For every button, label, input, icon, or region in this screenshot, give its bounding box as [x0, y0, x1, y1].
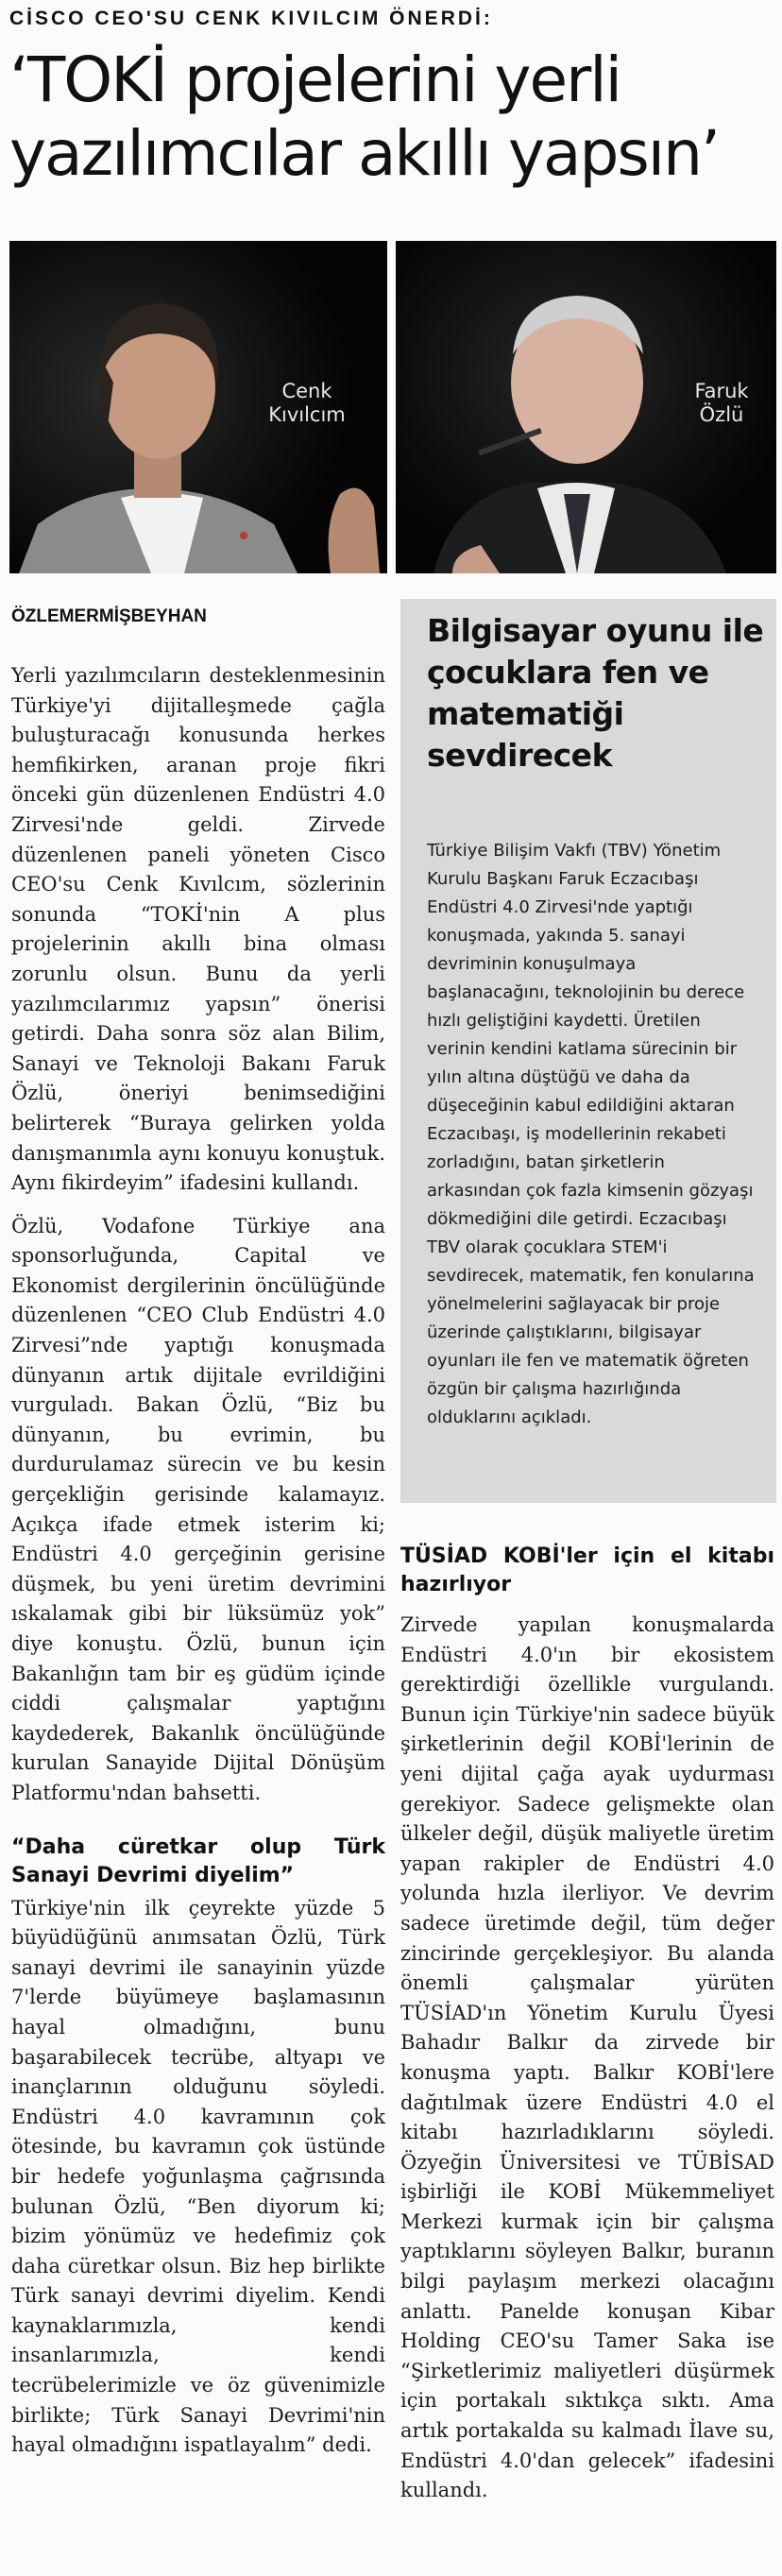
caption-right: Faruk Özlü: [694, 380, 749, 426]
col1-subheading: “Daha cüretkar olup Türk Sanayi Devrimi diyelim”: [11, 1834, 385, 1887]
col2-subheading: TÜSİAD KOBİ'ler için el kitabı hazırlıyor: [400, 1544, 774, 1596]
col1-paragraph-3: Türkiye'nin ilk çeyrekte yüzde 5 büyüdüğünü anımsatan Özlü, Türk sanayi devrimi ile sanayinin yüzde 7'lerde büyümeye başlamasının hayal olmadığını, bunu başarabilecek tecrübe, altyapı ve inançlarının olduğunu söyledi. Endüstri 4.0 kavramının çok ötesinde, bu kavramın çok üstünde bir hedefe yoğunlaşma çağrısında bulunan Özlü, “Ben diyorum ki; bizim yönümüz ve hedefimiz çok daha cüretkar olsun. Biz hep birlikte Türk sanayi devrimi diyelim. Kendi kaynaklarımızla, kendi insanlarımızla, kendi tecrübelerimizle ve öz güvenimizle birlikte; Türk Sanayi Devrimi'nin hayal olmadığını ispatlayalım” dedi.: [11, 1896, 385, 2457]
col1-paragraph-1: Yerli yazılımcıların desteklenmesinin Türkiye'yi dijitalleşmede çağla buluşturacağı konusunda herkes hemfikirken, aranan proje fikri önceki gün düzenlenen Endüstri 4.0 Zirvesi'nde geldi. Zirvede düzenlenen paneli yöneten Cisco CEO'su Cenk Kıvılcım, sözlerinin sonunda “TOKİ'nin A plus projelerinin akıllı bina olması zorunlu olsun. Bunu da yerli yazılımcılarımız yapsın” önerisi getirdi. Daha sonra söz alan Bilim, Sanayi ve Teknoloji Bakanı Faruk Özlü, öneriyi benimsediğini belirterek “Buraya gelirken yolda danışmanımla aynı konuyu konuştuk. Aynı fikirdeyim” ifadesini kullandı.: [11, 664, 385, 1195]
sidebar-box: [400, 599, 776, 1503]
kicker: CİSCO CEO'SU CENK KIVILCIM ÖNERDİ:: [9, 8, 493, 29]
headline: ‘TOKİ projelerini yerli yazılımcılar akıllı yapsın’: [9, 43, 719, 190]
caption-left: Cenk Kıvılcım: [268, 380, 346, 426]
byline: ÖZLEMERMİŞBEYHAN: [11, 606, 207, 626]
col1-paragraph-2: Özlü, Vodafone Türkiye ana sponsorluğunda, Capital ve Ekonomist dergilerinin öncülüğünde düzenlenen “CEO Club Endüstri 4.0 Zirvesi”nde yaptığı konuşmada dünyanın artık dijitale evrildiğini vurguladı. Bakan Özlü, “Biz bu dünyanın, bu evrimin, bu durdurulamaz sürecin ve bu kesin gerçekliğin gerisinde kalamayız. Açıkça ifade etmek isterim ki; Endüstri 4.0 gerçeğinin gerisine düşmek, bu yeni üretim devrimini ıskalamak gibi bir lüksümüz yok” diye konuştu. Özlü, bunun için Bakanlığın tam bir eş güdüm içinde ciddi çalışmalar yaptığını kaydederek, Bakanlık öncülüğünde kurulan Sanayide Dijital Dönüşüm Platformu'ndan bahsetti.: [11, 1214, 385, 1804]
sidebar-box-title: Bilgisayar oyunu ile çocuklara fen ve matematiği sevdirecek: [427, 612, 764, 774]
col2-paragraph-1: Zirvede yapılan konuşmalarda Endüstri 4.0'ın bir ekosistem gerektirdiği özellikle vurgulandı. Bunun için Türkiye'nin sadece büyük şirketlerinin değil KOBİ'lerinin de yeni dijital çağa ayak uydurması gerekiyor. Sadece gelişmekte olan ülkeler değil, düşük maliyetle üretim yapan rakipler de Endüstri 4.0 yolunda hızla ilerliyor. Ve devrim sadece üretimde değil, tüm değer zincirinde gerçekleşiyor. Bu alanda önemli çalışmalar yürüten TÜSİAD'ın Yönetim Kurulu Üyesi Bahadır Balkır da zirvede bir konuşma yaptı. Balkır KOBİ'lere dağıtılmak üzere Endüstri 4.0 el kitabı hazırladıklarını söyledi. Özyeğin Üniversitesi ve TÜBİSAD işbirliği ile KOBİ Mükemmeliyet Merkezi kurmak için bir çalışma yaptıklarını söyleyen Balkır, buranın bilgi paylaşım merkezi olacağını anlattı. Panelde konuşan Kibar Holding CEO'su Tamer Saka ise “Şirketlerimiz maliyetleri düşürmek için portakalı sıktıkça sıktı. Ama artık portakalda su kalmadı İlave su, Endüstri 4.0'dan gelecek” ifadesini kullandı.: [400, 1613, 774, 2502]
column-left: [11, 661, 385, 2461]
sidebar-box-text: Türkiye Bilişim Vakfı (TBV) Yönetim Kurulu Başkanı Faruk Eczacıbaşı Endüstri 4.0 Zirvesi'nde yaptığı konuşmada, yakında 5. sanayi devriminin konuşulmaya başlanacağını, teknolojinin bu derece hızlı geliştiğini kaydetti. Üretilen verinin kendini katlama sürecinin bir yılın altına düştüğü ve daha da düşeceğinin kabul edildiğini aktaran Eczacıbaşı, iş modellerinin rekabeti zorladığını, batan şirketlerin arkasından çok fazla kimsenin gözyaşı dökmediğini dile getirdi. Eczacıbaşı TBV olarak çocuklara STEM'i sevdirecek, matematik, fen konularına yönelmelerini sağlayacak bir proje üzerinde çalıştıklarını, bilgisayar oyunları ile fen ve matematik öğreten özgün bir çalışma hazırlığında olduklarını açıkladı.: [427, 841, 755, 1427]
column-right: [400, 1543, 774, 2506]
